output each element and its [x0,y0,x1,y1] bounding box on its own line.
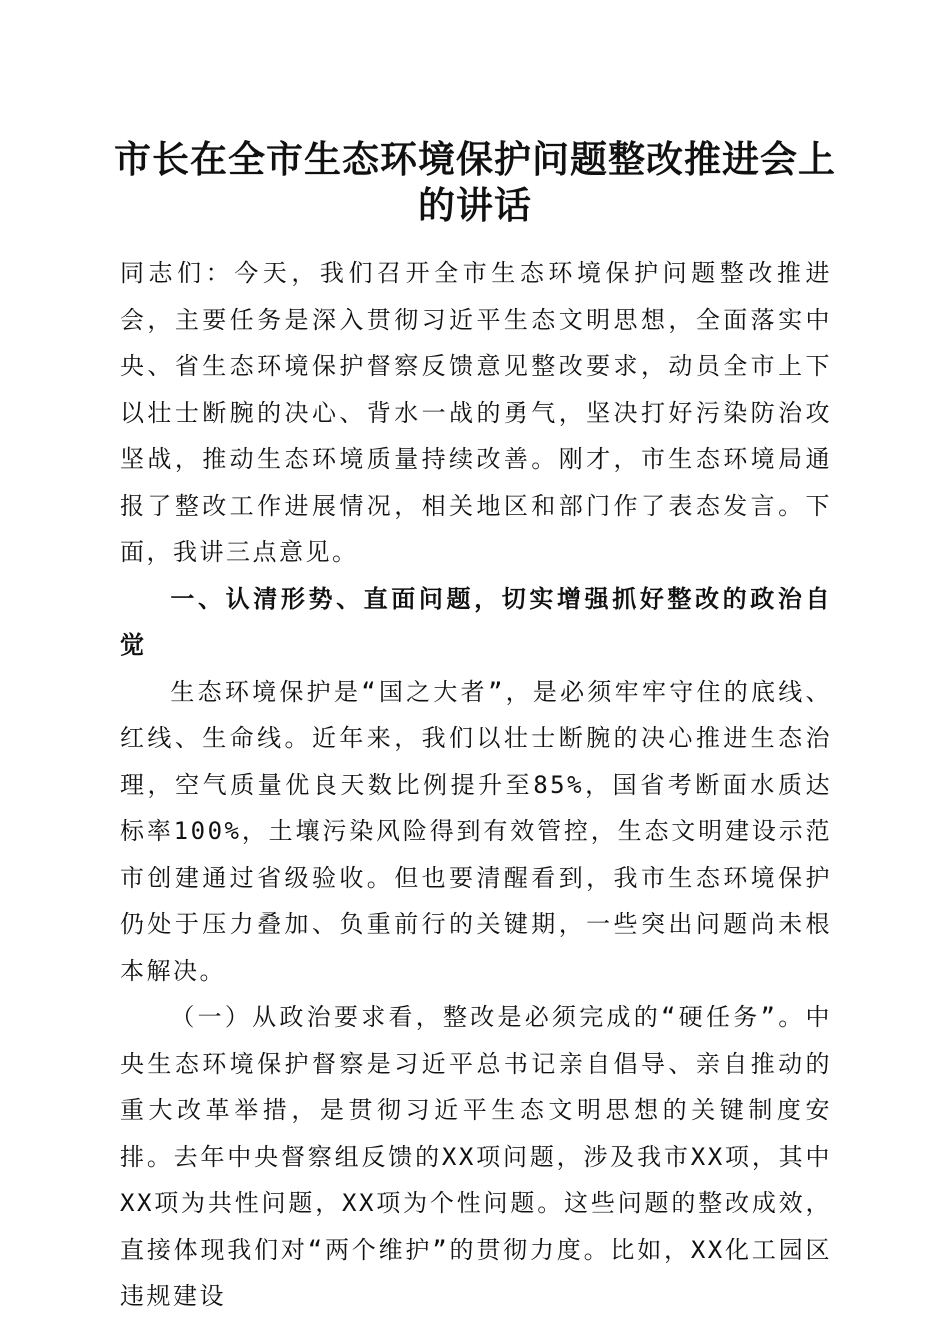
opening-paragraph: 同志们：今天，我们召开全市生态环境保护问题整改推进会，主要任务是深入贯彻习近平生态文明思想，全面落实中央、省生态环境保护督察反馈意见整改要求，动员全市上下以壮士断腕的决心、背水一战的勇气，坚决打好污染防治攻坚战，推动生态环境质量持续改善。刚才，市生态环境局通报了整改工作进展情况，相关地区和部门作了表态发言。下面，我讲三点意见。 [120,259,832,566]
body-paragraph: 生态环境保护是“国之大者”，是必须牢牢守住的底线、红线、生命线。近年来，我们以壮士断腕的决心推进生态治理，空气质量优良天数比例提升至85%，国省考断面水质达标率100%，土壤污染风险得到有效管控，生态文明建设示范市创建通过省级验收。但也要清醒看到，我市生态环境保护仍处于压力叠加、负重前行的关键期，一些突出问题尚未根本解决。 [120,677,832,985]
document-body [120,250,832,1320]
document-title: 市长在全市生态环境保护问题整改推进会上的讲话 [114,137,836,227]
subsection-paragraph-1: （一）从政治要求看，整改是必须完成的“硬任务”。中央生态环境保护督察是习近平总书记亲自倡导、亲自推动的重大改革举措，是贯彻习近平生态文明思想的关键制度安排。去年中央督察组反馈的XX项问题，涉及我市XX项，其中XX项为共性问题，XX项为个性问题。这些问题的整改成效，直接体现我们对“两个维护”的贯彻力度。比如，XX化工园区违规建设 [120,1003,832,1310]
section-heading-1: 一、认清形势、直面问题，切实增强抓好整改的政治自觉 [120,584,832,659]
